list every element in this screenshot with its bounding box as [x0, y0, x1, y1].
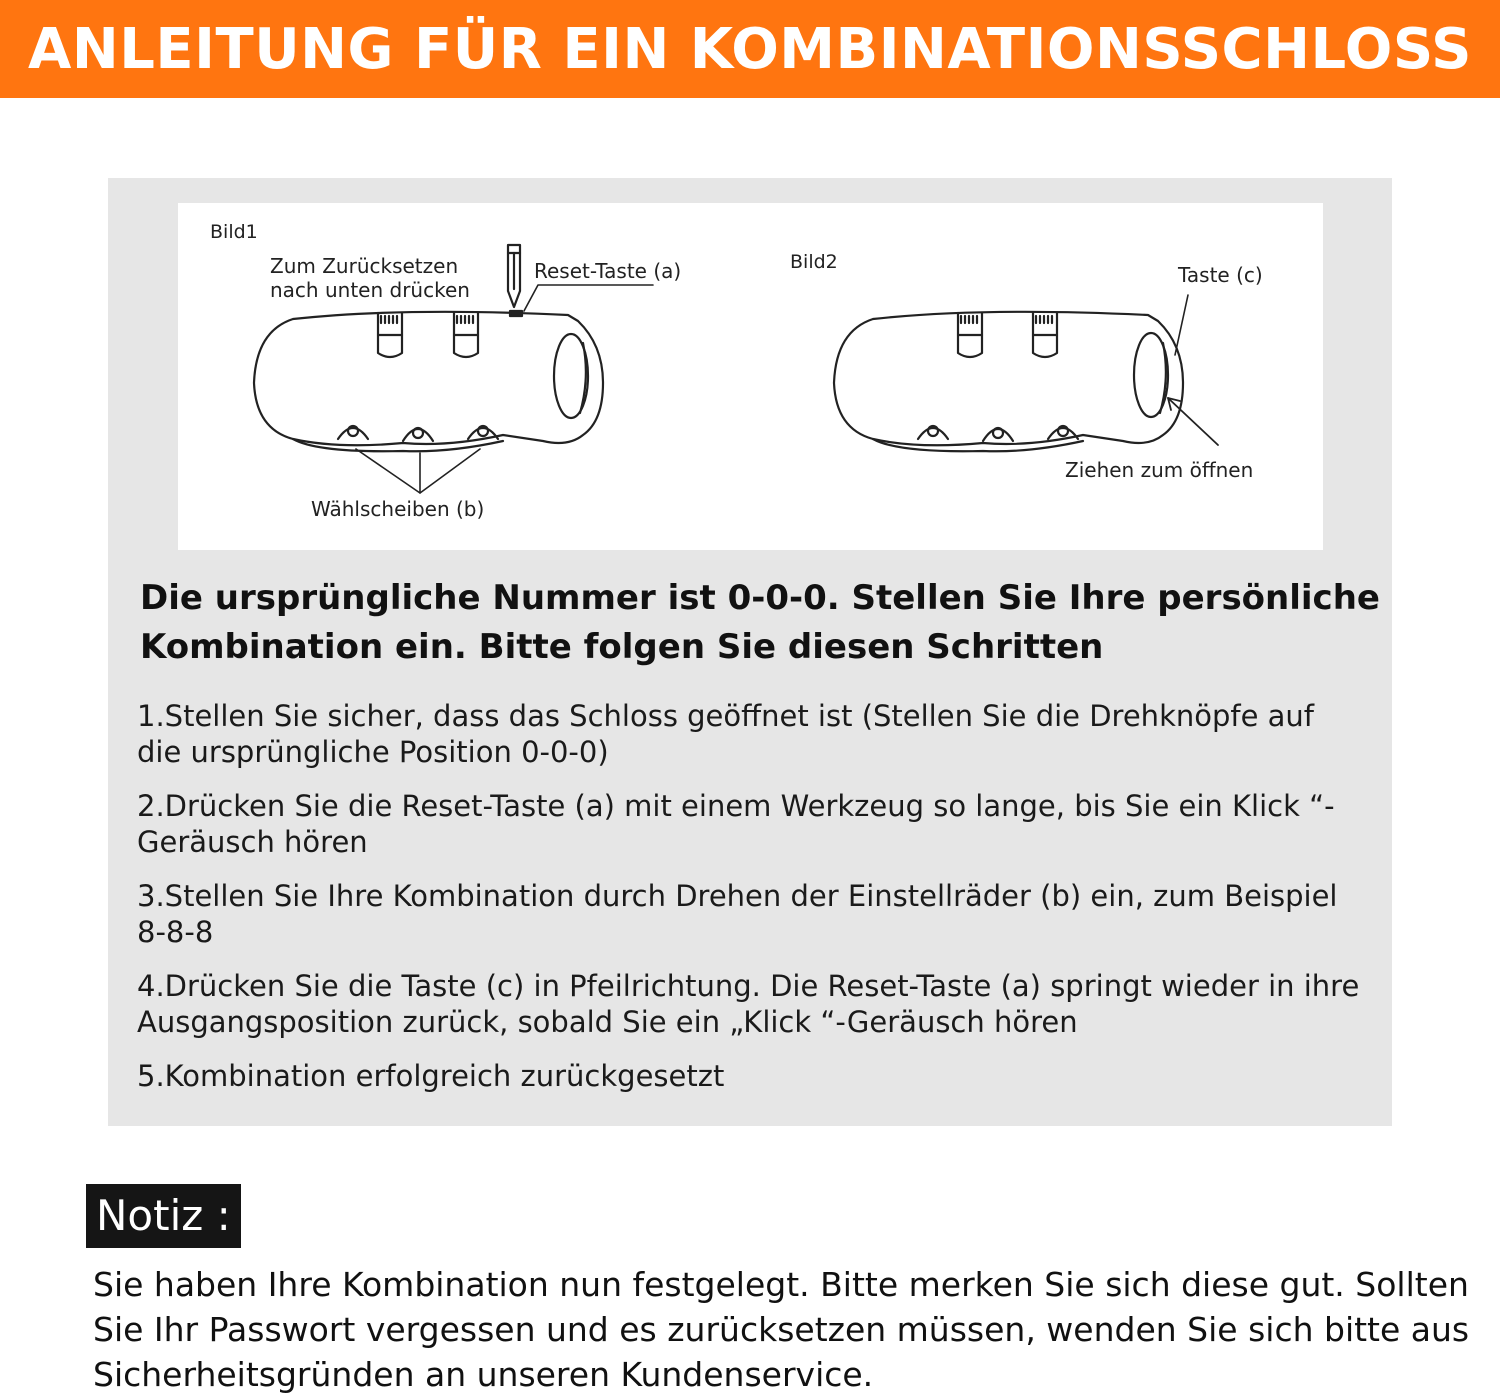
lock-diagram [178, 203, 1323, 550]
steps-list [137, 698, 1367, 1112]
reset-hint-line-2: nach unten drücken [270, 278, 470, 302]
step-item: 2.Drücken Sie die Reset-Taste (a) mit einem Werkzeug so lange, bis Sie ein Klick “-Geräusch hören [137, 789, 1335, 859]
note-heading: Notiz : [86, 1184, 241, 1248]
reset-button-label: Reset-Taste (a) [534, 259, 682, 283]
instructions-lead: Die ursprüngliche Nummer ist 0-0-0. Stellen Sie Ihre persönliche Kombination ein. Bitte folgen Sie diesen Schritten [140, 578, 1380, 667]
instruction-panel [108, 178, 1392, 1126]
lock-2-drawing [834, 295, 1218, 451]
dials-label: Wählscheiben (b) [311, 497, 485, 521]
figure-2-label: Bild2 [790, 251, 838, 273]
pull-to-open-label: Ziehen zum öffnen [1065, 458, 1254, 482]
figure-1-label: Bild1 [210, 221, 258, 243]
reset-hint-line-1: Zum Zurücksetzen [270, 254, 459, 278]
header-banner [0, 0, 1500, 98]
page-title: ANLEITUNG FÜR EIN KOMBINATIONSSCHLOSS [28, 16, 1472, 82]
step-item: 4.Drücken Sie die Taste (c) in Pfeilrichtung. Die Reset-Taste (a) springt wieder in ihre Ausgangsposition zurück, sobald Sie ein „Klick “-Geräusch hören [137, 969, 1360, 1039]
step-item: 5.Kombination erfolgreich zurückgesetzt [137, 1059, 725, 1093]
step-item: 1.Stellen Sie sicher, dass das Schloss geöffnet ist (Stellen Sie die Drehknöpfe auf die ursprüngliche Position 0-0-0) [137, 699, 1315, 769]
step-item: 3.Stellen Sie Ihre Kombination durch Drehen der Einstellräder (b) ein, zum Beispiel 8-8-8 [137, 879, 1338, 949]
taste-c-label: Taste (c) [1178, 263, 1263, 287]
note-text: Sie haben Ihre Kombination nun festgelegt. Bitte merken Sie sich diese gut. Sollten Sie Ihr Passwort vergessen und es zurücksetzen müssen, wenden Sie sich bitte aus Sicherheitsgründen an unseren Kundenservice. [93, 1265, 1470, 1394]
